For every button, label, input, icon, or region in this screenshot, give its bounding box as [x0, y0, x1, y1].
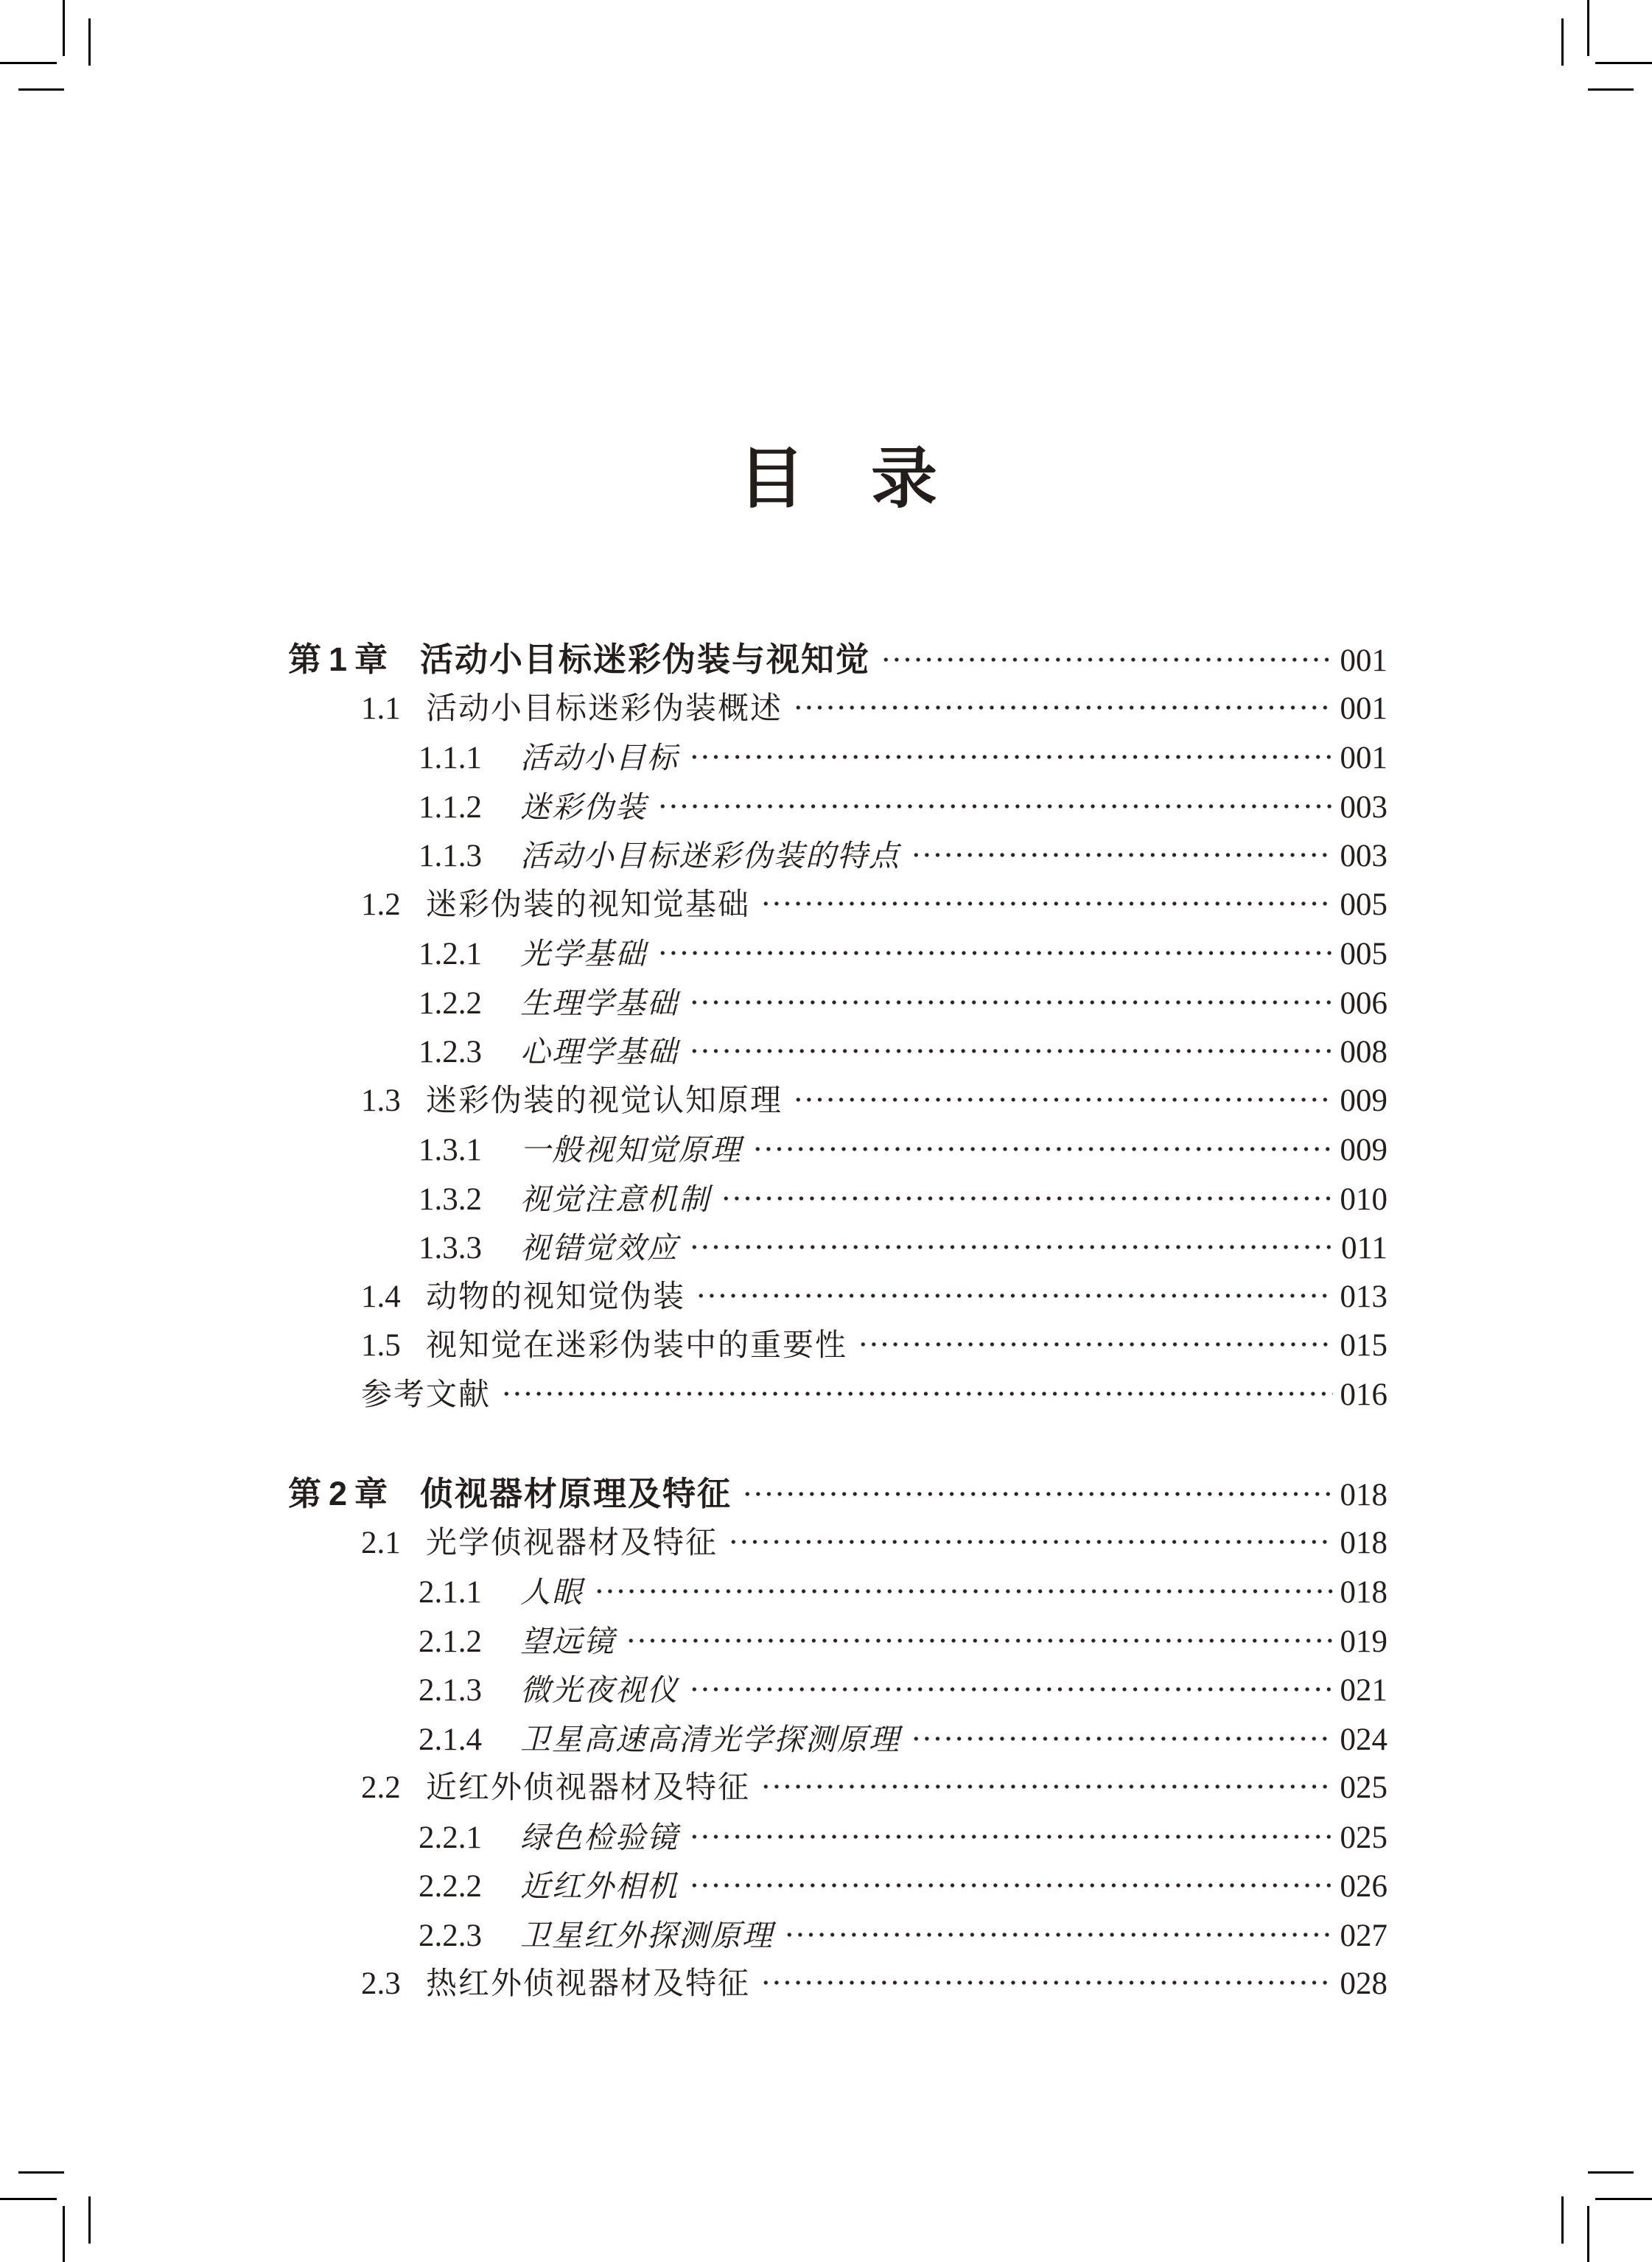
toc-entry-page: 016	[1340, 1377, 1387, 1412]
toc-entry-page: 009	[1340, 1133, 1387, 1167]
toc-entry-title: 活动小目标迷彩伪装的特点	[520, 839, 900, 873]
toc-entry-page: 018	[1340, 1525, 1387, 1560]
toc-entry-2.1.3	[288, 1666, 1387, 1715]
toc-entry-2.1.4	[288, 1715, 1387, 1764]
toc-entry-page: 013	[1340, 1279, 1387, 1314]
toc-entry-1.1	[288, 685, 1387, 734]
dot-leader	[689, 1826, 1333, 1848]
toc-entry-number: 第2章	[288, 1475, 396, 1512]
dot-leader	[689, 991, 1333, 1013]
toc-entry-title: 活动小目标迷彩伪装概述	[426, 691, 783, 726]
toc-entry-number: 2.1.2	[419, 1624, 482, 1659]
toc-entry-title: 视觉注意机制	[520, 1181, 710, 1216]
crop-mark-line	[63, 2206, 65, 2262]
toc-entry-page: 025	[1340, 1820, 1387, 1855]
toc-entry-number: 2.2	[361, 1770, 401, 1805]
toc-entry-page: 005	[1340, 887, 1387, 922]
toc-entry-page: 005	[1340, 937, 1387, 971]
toc-entry-title: 视知觉在迷彩伪装中的重要性	[426, 1329, 848, 1363]
toc-entry-2.1	[288, 1519, 1387, 1568]
dot-leader	[626, 1630, 1333, 1652]
dot-leader	[689, 1874, 1333, 1896]
toc-entry-title: 心理学基础	[520, 1035, 679, 1069]
toc-entry-title: 侦视器材原理及特征	[420, 1475, 732, 1512]
toc-entry-1.4	[288, 1273, 1387, 1322]
toc-entry-title: 光学基础	[520, 937, 647, 971]
toc-entry-page: 010	[1340, 1181, 1387, 1217]
toc-entry-title: 微光夜视仪	[520, 1673, 679, 1707]
toc-entry-page: 018	[1340, 1478, 1387, 1512]
toc-entry-number: 2.3	[361, 1966, 401, 2001]
toc-entry-page: 024	[1340, 1722, 1387, 1757]
dot-leader	[689, 746, 1333, 768]
toc-entry-2.1.1	[288, 1568, 1387, 1617]
toc-entry-title: 迷彩伪装的视觉认知原理	[426, 1083, 783, 1118]
crop-mark-line	[1595, 2198, 1652, 2200]
crop-mark-line	[88, 2196, 91, 2244]
crop-mark-bottom-left	[0, 2170, 92, 2262]
toc-entry-title: 卫星红外探测原理	[520, 1918, 774, 1952]
dot-leader	[689, 1236, 1334, 1258]
toc-entry-title: 活动小目标迷彩伪装与视知觉	[420, 640, 871, 678]
toc-entry-page: 021	[1340, 1673, 1387, 1708]
toc-entry-number: 1.2.3	[419, 1035, 482, 1069]
toc-entry-page: 015	[1340, 1328, 1387, 1363]
dot-leader	[696, 1285, 1332, 1307]
toc-entry-number: 1.4	[361, 1279, 401, 1314]
toc-entry-第2章	[288, 1470, 1387, 1519]
toc-entry-1.3	[288, 1077, 1387, 1126]
toc-entry-title: 生理学基础	[520, 985, 679, 1020]
toc-entry-number: 1.3.3	[419, 1231, 482, 1266]
toc-entry-page: 011	[1341, 1231, 1387, 1266]
crop-mark-top-right	[1560, 0, 1652, 92]
dot-leader	[752, 1138, 1333, 1160]
dot-leader	[657, 795, 1333, 817]
dot-leader	[742, 1483, 1332, 1505]
toc-entry-title: 望远镜	[520, 1624, 615, 1658]
crop-mark-line	[88, 18, 91, 66]
toc-entry-title: 近红外侦视器材及特征	[426, 1771, 751, 1805]
dot-leader	[594, 1580, 1333, 1602]
toc-entry-number: 2.1.3	[419, 1673, 482, 1708]
crop-mark-line	[18, 2171, 64, 2174]
toc-entry-page: 026	[1340, 1869, 1387, 1904]
toc-entry-number: 1.2.2	[419, 985, 482, 1021]
toc-entry-title: 绿色检验镜	[520, 1820, 679, 1854]
dot-leader	[911, 1728, 1333, 1750]
crop-mark-line	[1588, 2171, 1634, 2174]
dot-leader	[760, 1776, 1332, 1798]
toc-entry-title: 热红外侦视器材及特征	[426, 1967, 751, 2001]
dot-leader	[728, 1531, 1332, 1553]
crop-mark-line	[1587, 0, 1589, 56]
dot-leader	[760, 1972, 1332, 1994]
toc-entry-number: 2.2.1	[419, 1820, 482, 1855]
toc-entry-2.2	[288, 1764, 1387, 1813]
toc-entry-1.2.2	[288, 979, 1387, 1028]
table-of-contents	[288, 635, 1387, 2009]
toc-entry-2.1.2	[288, 1617, 1387, 1666]
toc-entry-1.3.1	[288, 1125, 1387, 1175]
dot-leader	[911, 844, 1333, 866]
toc-entry-2.3	[288, 1960, 1387, 2009]
toc-entry-page: 003	[1340, 839, 1387, 873]
toc-entry-page: 008	[1340, 1035, 1387, 1069]
toc-entry-1.1.3	[288, 831, 1387, 881]
dot-leader	[721, 1187, 1333, 1209]
toc-entry-number: 1.3.2	[419, 1181, 482, 1217]
toc-entry-title: 参考文献	[361, 1378, 491, 1412]
toc-entry-1.1.1	[288, 733, 1387, 783]
toc-entry-number: 第1章	[288, 640, 396, 678]
crop-mark-line	[0, 2198, 57, 2200]
toc-entry-title: 一般视知觉原理	[520, 1133, 742, 1167]
toc-entry-page: 025	[1340, 1770, 1387, 1805]
crop-mark-line	[1561, 18, 1564, 66]
dot-leader	[760, 893, 1332, 915]
toc-entry-1.2	[288, 881, 1387, 930]
crop-mark-bottom-right	[1560, 2170, 1652, 2262]
crop-mark-line	[1588, 88, 1634, 91]
toc-entry-第1章	[288, 635, 1387, 685]
toc-entry-title: 迷彩伪装	[520, 789, 647, 824]
dot-leader	[689, 1040, 1333, 1062]
toc-entry-title: 活动小目标	[520, 741, 679, 775]
toc-entry-title: 迷彩伪装的视知觉基础	[426, 887, 751, 922]
toc-entry-number: 1.5	[361, 1328, 401, 1363]
crop-mark-line	[63, 0, 65, 56]
toc-entry-page: 028	[1340, 1966, 1387, 2001]
toc-page	[288, 0, 1387, 2009]
toc-entry-number: 2.1.1	[419, 1575, 482, 1610]
toc-entry-page: 018	[1340, 1575, 1387, 1610]
toc-entry-page: 001	[1340, 643, 1387, 678]
toc-entry-page: 009	[1340, 1083, 1387, 1118]
toc-entry-page: 027	[1340, 1918, 1387, 1953]
toc-entry-1.3.3	[288, 1223, 1387, 1273]
dot-leader	[881, 649, 1332, 671]
dot-leader	[501, 1383, 1332, 1405]
toc-entry-page: 003	[1340, 789, 1387, 825]
toc-entry-title: 近红外相机	[520, 1869, 679, 1903]
toc-entry-number: 1.1.2	[419, 789, 482, 825]
toc-entry-number: 2.1	[361, 1525, 401, 1560]
toc-entry-2.2.2	[288, 1862, 1387, 1911]
toc-entry-number: 2.2.2	[419, 1869, 482, 1904]
toc-entry-page: 001	[1340, 691, 1387, 726]
toc-entry-title: 动物的视知觉伪装	[426, 1280, 686, 1314]
toc-entry-number: 1.1.3	[419, 839, 482, 873]
toc-entry-number: 1.3	[361, 1083, 401, 1118]
toc-entry-page: 006	[1340, 985, 1387, 1021]
toc-entry-title: 人眼	[520, 1575, 584, 1609]
toc-entry-1.2.3	[288, 1027, 1387, 1077]
toc-entry-1.3.2	[288, 1175, 1387, 1224]
toc-entry-number: 2.1.4	[419, 1722, 482, 1757]
dot-leader	[858, 1333, 1332, 1355]
toc-entry-title: 卫星高速高清光学探测原理	[520, 1722, 900, 1756]
toc-entry-参考文献	[288, 1371, 1387, 1420]
toc-entry-2.2.3	[288, 1911, 1387, 1961]
toc-entry-title: 光学侦视器材及特征	[426, 1526, 718, 1560]
crop-mark-line	[0, 62, 57, 64]
dot-leader	[793, 697, 1332, 719]
toc-entry-2.2.1	[288, 1813, 1387, 1863]
toc-entry-page: 019	[1340, 1624, 1387, 1659]
toc-entry-1.1.2	[288, 783, 1387, 832]
toc-entry-1.5	[288, 1322, 1387, 1371]
crop-mark-line	[18, 88, 64, 91]
toc-entry-number: 1.2.1	[419, 937, 482, 971]
toc-entry-number: 1.1.1	[419, 741, 482, 775]
crop-mark-line	[1561, 2196, 1564, 2244]
dot-leader	[784, 1924, 1333, 1946]
toc-entry-number: 1.1	[361, 691, 401, 726]
toc-entry-title: 视错觉效应	[520, 1231, 679, 1265]
crop-mark-line	[1595, 62, 1652, 64]
dot-leader	[689, 1678, 1333, 1700]
toc-entry-number: 1.3.1	[419, 1133, 482, 1167]
dot-leader	[657, 942, 1333, 964]
crop-mark-top-left	[0, 0, 92, 92]
crop-mark-line	[1587, 2206, 1589, 2262]
page-title: 目 录	[738, 443, 937, 516]
dot-leader	[793, 1089, 1332, 1111]
toc-entry-1.2.1	[288, 929, 1387, 979]
toc-entry-page: 001	[1340, 741, 1387, 775]
toc-entry-number: 1.2	[361, 887, 401, 922]
toc-entry-number: 2.2.3	[419, 1918, 482, 1953]
